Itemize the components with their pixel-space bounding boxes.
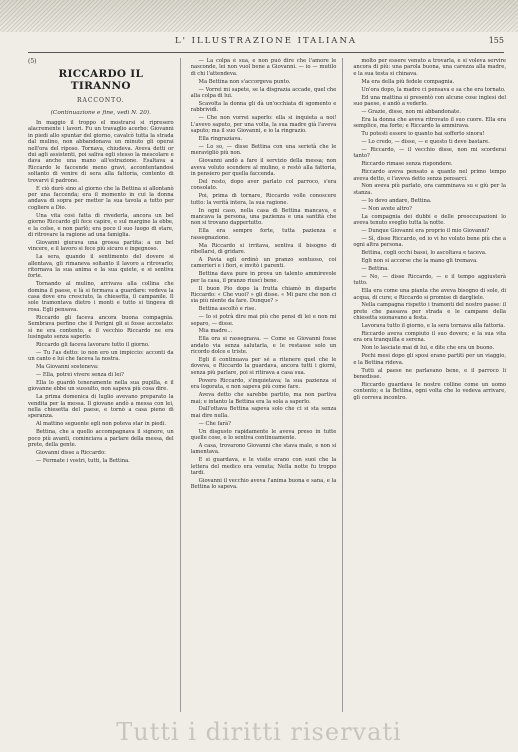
paragraph: — La colpa è sua, e non può dire che l'amore le nasconde, lei non vuol bene a Giovanni. — io — mutilo di chi l'attendeva.: [190, 58, 337, 77]
paragraph: Riccardo aveva compiuto il suo dovere; e la sua vita era ora tranquilla e serena.: [353, 331, 506, 344]
paragraph: Riccardo guardava le nostre colline come un uomo contento; e la Bettina, ogni volta che lo vedeva arrivare, gli correva incontro.: [353, 381, 506, 401]
paragraph: Riccardo gli faceva ancora buona compagnia. Sembrava perfino che il Perigni gli si fosse accostato: sì ne era contento, e il vecchio Riccardo ne era lusingato senza saperlo.: [28, 314, 174, 340]
article-heading: [28, 58, 174, 116]
paragraph: Riccardo gli faceva lavorare tutto il giorno.: [36, 341, 150, 348]
paragraph: Ella ora si rassegnava. — Come se Giovanni fosse andato via senza salutarla, e le restasse solo un ricordo dolce e triste.: [190, 336, 337, 356]
paragraph: — Grazie, disse, non mi abbandonate.: [361, 108, 461, 115]
article-continuation: (Continuazione e fine, vedi N. 20).: [50, 110, 152, 116]
paragraph: — No, — disse Riccardo, — e il tempo aggiusterà tutto.: [353, 273, 506, 287]
paragraph: Ella era sempre forte, tutta pazienza e rassegnazione.: [190, 228, 337, 241]
paragraph: — Riccardo, — il vecchio disse, non mi scorderai tanto?: [353, 146, 506, 160]
paragraph: Pochi mesi dopo gli sposi erano partiti per un viaggio, e la Bettina rideva.: [353, 353, 506, 366]
paragraph: Povero Riccardo, s'inquietava; la sua pazienza si era logorata, e non sapeva più come fare.: [190, 377, 337, 391]
paragraph: Bettina, cogli occhi bassi, lo ascoltava e taceva.: [361, 250, 487, 257]
paragraph: Un disgusto rapidamente le aveva preso in tutte quelle cose, e lo sentiva continuamente.: [190, 428, 337, 442]
paragraph: Era la donna che aveva ritrovato il suo cuore. Ella era semplice, ma forte; e Riccardo la ammirava.: [353, 116, 506, 130]
watermark-text: Tutti i diritti riservati: [116, 718, 402, 746]
paragraph: — Ella, potrei vivere senza di lei?: [36, 372, 124, 379]
paragraph: In maggio il troppo el mostrarsi si ripresero alacremente i lavori. Fu un travaglio acerbo: Giovanni in piedi allo spuntar del giorno, cavalcò tutta la strada dal mulino, non abbandonava un minuto gli operai nell'ora del riposo. Tornava, chiudeva. Aveva detti or dui agli assistenti, poi saliva egli stesso la mescolare e dava anche una mano all'estrazione. Esaltava a Riccardo le faccende meno gravi, accontentandosi soltanto di venire di sera alla fattoria, contento di trovarvi il padrone.: [28, 120, 174, 184]
paragraph: Egli il continuava per sé a ritenere quel che le doveva, e Riccardo la guardava, ancora tutti i giorni, senza più parlare, poi si ritirava a casa sua.: [190, 357, 337, 376]
paragraph: Un'ora dopo, la madre ci pensava e sa che era tornato.: [361, 86, 506, 93]
text-columns: [28, 58, 506, 712]
paragraph: Tornando al mulino, arrivava alla collina che domina il paese, e là si fermava a guardare: vedeva la casa dove era cresciuto, la chiesetta, il campanile. Il sole tramontava dietro i monti e tutto si tingeva di rosa. Egli pensava.: [28, 281, 174, 313]
paragraph: Una vita cosi fatta di rivederla, ancora un bel giorno Riccardo gli fece capire, e sul margine la ebbe, e la colse, e non parlò; era poco il suo luogo di stare, di ritrovare la ragione ad una famiglia.: [28, 212, 174, 238]
paragraph: Tu potesti essere io quanto hai sofferto sinora!: [361, 131, 485, 138]
page-header: [28, 36, 504, 53]
paragraph: Giovanni il vecchio aveva l'anima buona e sana, e la Bettina lo sapeva.: [190, 477, 337, 491]
paragraph: — Non avete altro?: [361, 205, 412, 212]
paragraph: Ella ringraziava.: [198, 135, 243, 142]
paragraph: Bettina dava pure in prova un talento ammirevole per la casa, il pranzo riuscì bene.: [190, 271, 337, 284]
paragraph: Ed una mattina si presentò con alcune cose inglesi del suo paese, e andò a vederlo.: [353, 94, 506, 107]
paragraph: Dall'ottava Bettina sapeva solo che ci si sta senza mai dire nulla.: [190, 406, 337, 419]
paragraph: A casa, trovarono Giovanni che stava male, e non si lamentava.: [190, 442, 337, 456]
paragraph: In ogni caso, nella casa di Bettina mancava, e mancava la persona, una pazienza e una santità che non si trovano dappertutto.: [190, 207, 337, 227]
paragraph: — Vorrei mi sapete, se la disgrazia accade, quel che alla colpa di lui.: [190, 86, 337, 100]
page-number: 155: [488, 36, 504, 45]
article-subtitle: RACCONTO.: [76, 97, 125, 104]
paragraph: A Pavia egli ordinò un pranzo sontuoso, coi camerieri e i fiori, e invitò i parenti.: [190, 256, 337, 270]
paragraph: Ma Riccardo si irritava, sentiva il bisogno di ribellarsi, di gridare.: [190, 242, 337, 255]
paragraph: — Sì, disse Riccardo, ed io vi ho voluto bene più che a ogni altra persona.: [353, 235, 506, 249]
paragraph: Ella lo guardò teneramente nella sua pupilla, e il giovanne ebbe un sussulto, non sapeva più cosa dire.: [28, 379, 174, 393]
paragraph: Lavorava tutto il giorno, e la sera tornava alla fattoria.: [361, 323, 506, 330]
paragraph: Mia madre...: [198, 328, 233, 335]
paragraph: Giovanni andò a fare il servizio della messa; non aveva voluto scendere al mulino, e restò alla fattoria, in pensiero per quella faccenda.: [190, 158, 337, 177]
paragraph: Aveva detto che sarebbe partito, ma non partiva mai; e intanto la Bettina era la sola a saperlo.: [190, 392, 337, 405]
paragraph: — Che non vorrei saperlo: ella si inquieta a noi! L'avevo saputo, per una volta, la sua madre già l'aveva saputo; ma il suo Giovanni, e io la ringrazio.: [190, 115, 337, 135]
column-1: [28, 58, 181, 712]
paragraph: Riccardo rimase senza rispondere.: [361, 161, 453, 168]
paragraph: — Fermate i vostri, tutti, la Bettina.: [36, 457, 130, 464]
paragraph: Ella era come una pianta che aveva bisogno di sole, di acqua, di cure; e Riccardo si promise di dargliele.: [353, 288, 506, 301]
masthead-title: L' ILLUSTRAZIONE ITALIANA: [174, 36, 358, 46]
paragraph: — Bettina.: [361, 265, 389, 272]
paragraph: — Io devo andare, Bettina.: [361, 197, 432, 204]
paragraph: — Lo credo, — disse, — e questo ti deve bastare.: [361, 138, 490, 145]
paragraph: Il buon Pio dopo la frutta chiamò in disparte Riccardo: « Che vuoi? » gli disse. « Mi pare che non ci sia più niente da fare. Dunque? »: [190, 285, 337, 305]
paragraph: — Io si potrà dire mai più che pensi di lei e non mi separo, — disse.: [190, 314, 337, 327]
paragraph: Giovanni giurava una grossa partita: a un bel vincere, e il lavoro si fece più sicuro e ingegnoso.: [28, 239, 174, 253]
paragraph: La sera, quando il sentimento del dovere si allentava, gli rimaneva soltanto il lavoro a ritrovarlo; ritornava la sua anima e la sua quiete, e si sentiva forte.: [28, 254, 174, 280]
paragraph: Scavolta la donna gli dà un'occhiata di sgomento e rabbrividì.: [190, 100, 337, 114]
paragraph: — Dunque Giovanni era proprio il mio Giovanni?: [361, 227, 490, 234]
paragraph: E si guardava, e le visite erano con suoi che la lettera del medico era venuta; Nella notte fu troppo tardi.: [190, 457, 337, 477]
paragraph: Riccardo aveva pensato a quanto nel primo tempo aveva detto, e l'aveva detto senza pensarci.: [353, 169, 506, 182]
paragraph: Giovanni disse a Riccardo:: [36, 450, 106, 456]
paragraph: Nella campagna rispetto i tramonti del nostro paese: il prete che passava per strada e le campane della chiesetta suonavano a festa.: [353, 302, 506, 322]
paragraph: Ma Bettina non s'accorgeva punto.: [198, 78, 291, 85]
paragraph: Ma era della più fedele compagnia.: [361, 78, 455, 85]
decorative-header-band: [0, 0, 518, 32]
paragraph: Poi, prima di tornare, Riccardo volle conoscere tutto: la verità intera, la sua ragione.: [190, 193, 337, 206]
column-2: [191, 58, 344, 712]
article-title: RICCARDO IL TIRANNO: [58, 68, 144, 92]
paragraph: La prima domenica di luglio avevano preparato la vendita per la messa. Il giovane andò a messa con lei, nella chiesetta del paese, e tornò a casa pieno di speranza.: [28, 394, 174, 420]
column-3: [353, 58, 506, 712]
paragraph: — Che farà?: [198, 420, 231, 427]
paragraph: Al mattino seguente egli non poteva star in piedi.: [36, 421, 166, 428]
paragraph: Tutti al paese ne parlavano bene, e il parroco li benedisse.: [353, 367, 506, 380]
paragraph: Bettina ascoltò e rise.: [198, 306, 256, 313]
paragraph: molto per essere venuto a trovarla, e si voleva servire ancora di più: una parola buona, una carezza alla madre, e la sua testa si chinava.: [353, 58, 506, 77]
paragraph: E ciò durò sino al giorno che la Bettina si allontanò per una faccenda; era il momento in cui la donna andava di sopra per metter la sua tavola a tutto per cogliere a Dio.: [28, 185, 174, 211]
paragraph: Ma Giovanni sosteneva:: [36, 364, 99, 371]
paragraph: Del resto, dopo aver parlato col parroco, s'era consolato.: [190, 178, 337, 192]
paragraph: — Tu l'as detto: io non ero un impiccio: acconti da un canto e lui che faceva la nostra.: [28, 349, 174, 363]
paragraph: Non aveva più parlato, ora camminava su e giù per la stanza.: [353, 183, 506, 196]
article-number: (5): [28, 58, 37, 65]
paragraph: La compagnia dei dubbi e delle preoccupazioni lo aveva tenuto sveglio tutta la notte.: [353, 213, 506, 226]
paragraph: Bettina, che a quello accompagnava il signore, un poco più avanti, cominciava a parlare della messa, del prete, della gente.: [28, 429, 174, 449]
paragraph: Egli non si accorse che la mano gli tremava.: [361, 257, 478, 264]
paragraph: — Lo so, — disse Bettina con una serietà che le meravigliò più non.: [190, 143, 337, 157]
paragraph: Non lo lasciate mai di lui, e dite che era un buono.: [361, 345, 495, 352]
